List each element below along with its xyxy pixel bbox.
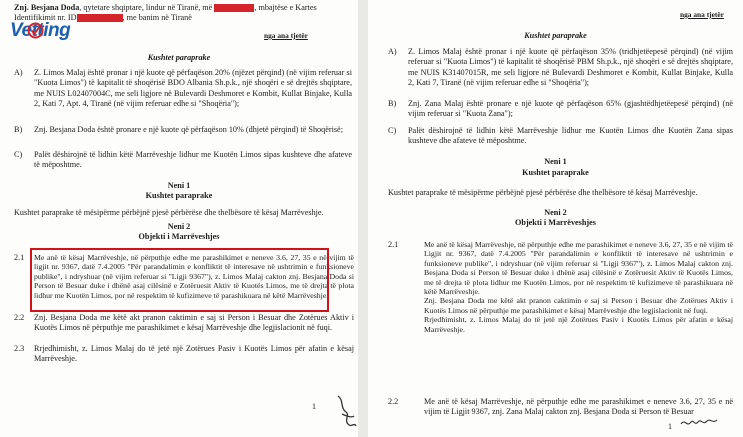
section-title-preconditions: Kushtet paraprake xyxy=(524,31,587,40)
left-document-page xyxy=(0,0,358,437)
clause-2-2 xyxy=(14,313,354,334)
intro-line-1 xyxy=(14,3,354,13)
item-c-label: C) xyxy=(14,150,23,159)
item-a-label: A) xyxy=(14,68,23,77)
item-a xyxy=(388,47,733,89)
section-title-preconditions: Kushtet paraprake xyxy=(147,53,211,62)
item-b-label: B) xyxy=(14,125,23,134)
item-c xyxy=(14,150,352,171)
intro-line-2-text-end: , me banim në Tiranë xyxy=(122,13,192,22)
article-1-title: Kushtet paraprake xyxy=(145,191,213,200)
redacted-id-number xyxy=(77,14,123,22)
item-c-text: Palët dëshirojnë të lidhin këtë Marrëveshje lidhur me Kuotën Limos dhe Kuotën Zana sipas kushteve dhe afateve të mëposhtme. xyxy=(408,126,733,146)
right-document-page xyxy=(368,0,743,437)
item-b-text: Znj. Besjana Doda është pronare e një kuote që përfaqëson 10% (dhjetë përqind) të Shoqërisë; xyxy=(34,125,343,134)
item-b xyxy=(388,99,733,120)
item-b xyxy=(14,125,352,135)
vetting-checkmark-icon xyxy=(27,22,44,39)
clause-2-3-number: 2.3 xyxy=(14,344,25,353)
clause-2-3 xyxy=(14,344,354,365)
vetting-logo-watermark xyxy=(10,20,70,42)
page-number: 1 xyxy=(668,422,672,431)
item-c-text: Palët dëshirojnë të lidhin këtë Marrëveshje lidhur me Kuotën Limos sipas kushteve dhe afateve të mëposhtme. xyxy=(34,150,352,170)
item-a-label: A) xyxy=(388,47,397,56)
page-gutter xyxy=(358,0,368,437)
intro-line-2-text: Identifikimit nr. ID xyxy=(14,13,77,22)
clause-2-2-text: Me anë të kësaj Marrëveshje, në përputhje edhe me parashikimet e neneve 3.6, 27, 35 e në vijim të Ligjit 9367, znj. Zana Malaj cakton znj. Besjana Doda si Person të Besuar xyxy=(424,397,733,417)
party-name: Znj. Besjana Doda xyxy=(14,3,80,12)
clause-2-1-number: 2.1 xyxy=(14,253,25,262)
clause-2-3-text: Rrjedhimisht, z. Limos Malaj do të jetë një Zotërues Pasiv i Kuotës Limos për afatin e kësaj Marrëveshje. xyxy=(34,344,354,364)
article-1-text: Kushtet paraprake të mësipërme përbëjnë pjesë përbërëse dhe thelbësore të kësaj Marrëveshje. xyxy=(388,188,698,197)
intro-line-1-text: , qytetare shqiptare, lindur në Tiranë, më xyxy=(79,3,213,12)
signature-mark xyxy=(334,392,358,434)
item-b-label: B) xyxy=(388,99,397,108)
clause-2-1-acceptance-text: Znj. Besjana Doda me këtë akt pranon caktimin e saj si Person i Besuar dhe Zotërues Aktiv i Kuotës Limos në përputhje me parashikimet e kësaj Marrëveshje dhe legjislacionit në fuqi. xyxy=(424,296,733,315)
header-other-party: nga ana tjetër xyxy=(680,10,724,19)
clause-2-2-text: Znj. Besjana Doda me këtë akt pranon caktimin e saj si Person i Besuar dhe Zotërues Aktiv i Kuotës Limos në përputhje me parashikimet e kësaj Marrëveshje dhe legjislacionit në fuqi. xyxy=(34,313,354,333)
initials-signature xyxy=(679,412,719,432)
highlight-box-clause-2-1 xyxy=(30,248,329,312)
article-1-text: Kushtet paraprake të mësipërme përbëjnë pjesë përbërëse dhe thelbësore të kësaj Marrëveshje. xyxy=(14,208,324,217)
item-a-text: Z. Limos Malaj është pronar i një kuote që përfaqëson 35% (tridhjetëepesë përqind) (në vijim referuar si "Kuota Limos") të kapitalit të shoqërisë PBM Sh.p.k., një shoqëri e së drejtës shqiptare, me NUIS K31407015R, me seli ligjore në Bulevardi Deshmoret e Kombit, Kullat Binjake, Kulla 2, Kati 7, Tiranë (në vijim referuar edhe si "Shoqëria"); xyxy=(408,47,733,88)
item-a-text: Z. Limos Malaj është pronar i një kuote që përfaqëson 20% (njëzet përqind) (në vijim referuar si "Kuota Limos") të kapitalit të shoqërisë BDO Albania Sh.p.k., një shoqëri e së drejtës shqiptare, me NUIS L02407004C, me seli ligjore në Bulevardi Deshmoret e Kombit, Kullat Binjake, Kulla 2, Kati 7, Apt. 4, Tiranë (në vijim referuar edhe si "Shoqëria"); xyxy=(34,68,352,109)
clause-2-1-text: Me anë të kësaj Marrëveshje, në përputhje edhe me parashikimet e neneve 3.6, 27, 35 e në vijim të ligjit nr. 9367, datë 7.4.2005 "Për parandalimin e konfliktit të interesave në ushtrimin e funksioneve publike", i ndryshuar (në vijim referuar si "Ligji 9367"), z. Limos Malaj cakton znj. Besjana Doda si Person të Besuar duke i dhënë asaj cilësinë e Zotëruesit Aktiv të Kuotës Limos, me të drejta të plota lidhur me Kuotën Limos, por në respektim të kufizimeve të parashikuara në këtë Marrëveshje. xyxy=(34,253,354,300)
article-1-number: Neni 1 xyxy=(167,181,191,190)
item-b-text: Znj. Zana Malaj është pronare e një kuote që përfaqëson 65% (gjashtëdhjetëepesë përqind) (në vijim referuar si "Kuota Zana"); xyxy=(408,99,733,119)
clause-2-1-text: Me anë të kësaj Marrëveshje, në përputhje edhe me parashikimet e neneve 3.6, 27, 35 e në vijim të Ligjit nr. 9367, datë 7.4.2005 "Për parandalimin e konfliktit të interesave në ushtrimin e funksioneve publike", i ndryshuar (në vijim referuar si "Ligji 9367"), z. Limos Malaj cakton znj. Besjana Doda si Person të Besuar duke i dhënë asaj cilësinë e Zotëruesit Aktiv të Kuotës Limos, me të drejta të plota lidhur me Kuotën Limos, por në respektim të kufizimeve të parashikuara në këtë Marrëveshje. xyxy=(424,240,733,297)
clause-2-2-number: 2.2 xyxy=(14,313,25,322)
item-c xyxy=(388,126,733,147)
clause-2-1-number: 2.1 xyxy=(388,240,399,249)
vetting-logo-text: Vetting xyxy=(10,20,71,41)
clause-2-1 xyxy=(388,240,733,334)
article-2-title: Objekti i Marrëveshjes xyxy=(138,232,220,241)
redacted-birthdate xyxy=(214,4,254,12)
clause-2-1-consequence-text: Rrjedhimisht, z. Limos Malaj do të jetë një Zotërues Pasiv i Kuotës Limos për afatin e kësaj Marrëveshje. xyxy=(424,315,733,334)
item-a xyxy=(14,68,352,110)
article-2-number: Neni 2 xyxy=(167,222,191,231)
article-2-number: Neni 2 xyxy=(544,208,567,217)
clause-2-2-number: 2.2 xyxy=(388,397,399,406)
article-1-title: Kushtet paraprake xyxy=(522,168,589,177)
item-c-label: C) xyxy=(388,126,397,135)
article-2-title: Objekti i Marrëveshjes xyxy=(515,218,596,227)
page-number: 1 xyxy=(312,402,316,411)
article-1-number: Neni 1 xyxy=(544,157,567,166)
intro-line-1-text-end: , mbajtëse e Kartes xyxy=(254,3,317,12)
header-other-party: nga ana tjetër xyxy=(264,31,308,40)
